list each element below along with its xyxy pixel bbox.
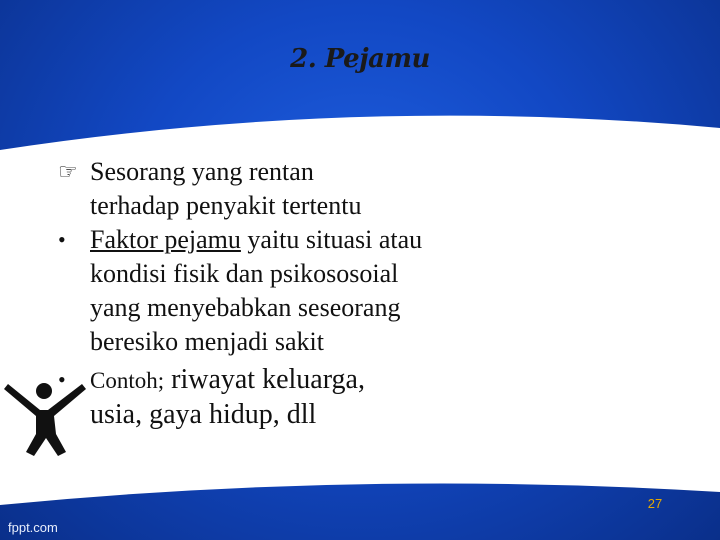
jumping-person-icon xyxy=(0,380,90,456)
bullet-faktor-line-3: yang menyebabkan seseorang xyxy=(90,293,401,322)
bullet-marker: • xyxy=(58,367,66,392)
bullet-faktor-line-1 xyxy=(90,223,518,257)
bullet-faktor-line-2: kondisi fisik dan psikososoial xyxy=(90,259,399,288)
page-number: 27 xyxy=(647,496,663,511)
pointing-hand-icon: ☞ xyxy=(58,159,78,184)
slide-title: 2. Pejamu xyxy=(290,44,430,74)
footer-brand: fppt.com xyxy=(8,520,58,535)
slide-body xyxy=(58,155,518,432)
bullet-contoh-line-1 xyxy=(90,363,518,398)
bullet-contoh-line-2: usia, gaya hidup, dll xyxy=(90,399,317,430)
intro-line-2: terhadap penyakit tertentu xyxy=(90,191,362,220)
bullet-item-faktor xyxy=(58,223,518,359)
faktor-line-1-rest: yaitu situasi atau xyxy=(240,225,423,254)
bullet-marker: • xyxy=(58,227,66,252)
intro-item xyxy=(58,155,518,223)
faktor-pejamu-term: Faktor pejamu xyxy=(90,225,241,254)
bullet-item-contoh xyxy=(58,363,518,432)
bullet-faktor-line-4: beresiko menjadi sakit xyxy=(90,327,324,356)
intro-line-1: Sesorang yang rentan xyxy=(90,157,314,186)
contoh-rest: riwayat keluarga, xyxy=(164,364,365,395)
contoh-lead: Contoh; xyxy=(90,368,165,393)
